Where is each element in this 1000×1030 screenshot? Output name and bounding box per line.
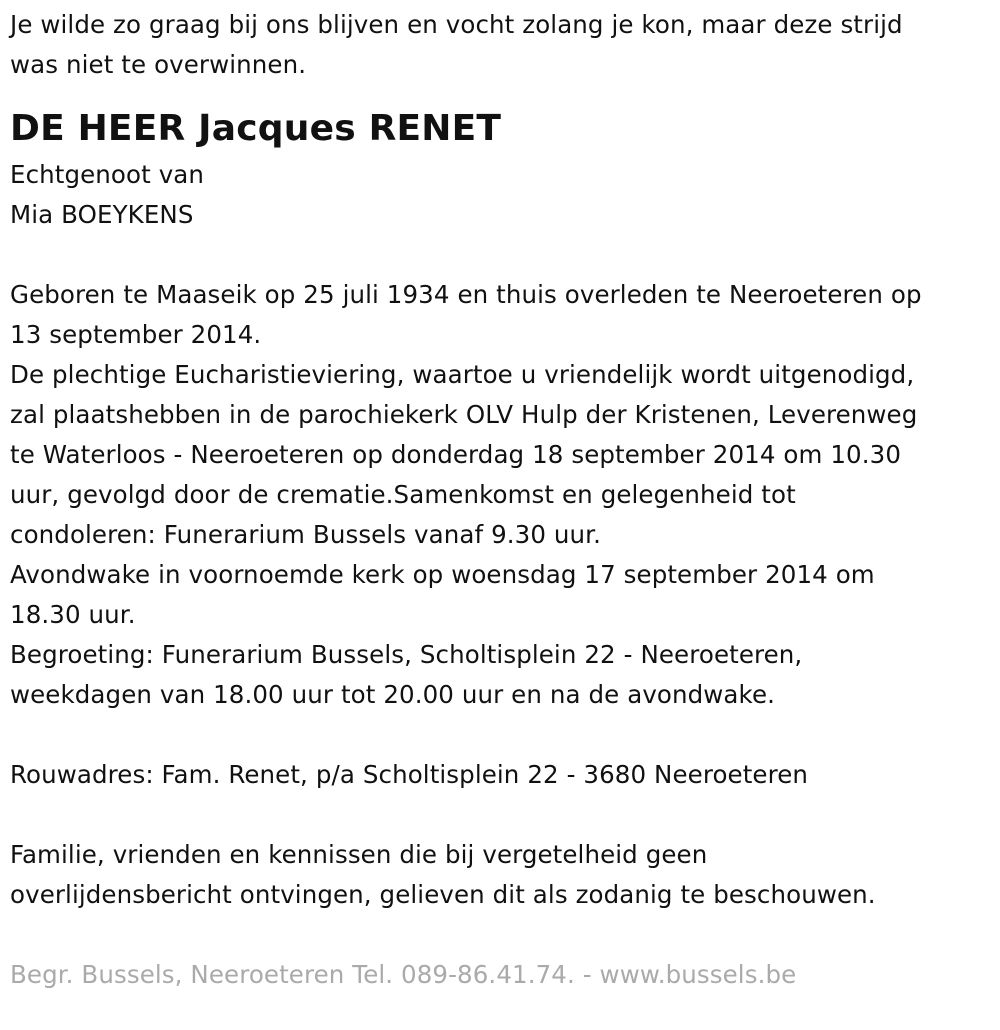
notice-line: Familie, vrienden en kennissen die bij vergetelheid geen xyxy=(10,840,708,869)
spacer xyxy=(10,915,995,955)
details-line: 13 september 2014. xyxy=(10,320,262,349)
deceased-name: DE HEER Jacques RENET xyxy=(10,108,502,149)
spacer xyxy=(10,795,995,835)
details-line: zal plaatshebben in de parochiekerk OLV Hulp der Kristenen, Leverenweg xyxy=(10,400,918,429)
obituary-notice xyxy=(10,0,995,995)
spouse-label: Echtgenoot van xyxy=(10,160,205,189)
notice-line: overlijdensbericht ontvingen, gelieven dit als zodanig te beschouwen. xyxy=(10,880,876,909)
details-line: De plechtige Eucharistieviering, waartoe u vriendelijk wordt uitgenodigd, xyxy=(10,360,915,389)
intro-line-2: was niet te overwinnen. xyxy=(10,50,307,79)
details-line: 18.30 uur. xyxy=(10,600,136,629)
details-line: uur, gevolgd door de crematie.Samenkomst en gelegenheid tot xyxy=(10,480,796,509)
spouse-name: Mia BOEYKENS xyxy=(10,200,194,229)
details-line: weekdagen van 18.00 uur tot 20.00 uur en na de avondwake. xyxy=(10,680,776,709)
details-line: Avondwake in voornoemde kerk op woensdag 17 september 2014 om xyxy=(10,560,875,589)
funeral-home-footer: Begr. Bussels, Neeroeteren Tel. 089-86.41.74. - www.bussels.be xyxy=(10,960,797,989)
mourning-address: Rouwadres: Fam. Renet, p/a Scholtisplein 22 - 3680 Neeroeteren xyxy=(10,760,809,789)
details-line: Begroeting: Funerarium Bussels, Scholtisplein 22 - Neeroeteren, xyxy=(10,640,803,669)
details-line: Geboren te Maaseik op 25 juli 1934 en thuis overleden te Neeroeteren op xyxy=(10,280,922,309)
intro-line-1: Je wilde zo graag bij ons blijven en vocht zolang je kon, maar deze strijd xyxy=(10,10,903,39)
spacer xyxy=(10,715,995,755)
details-line: condoleren: Funerarium Bussels vanaf 9.30 uur. xyxy=(10,520,601,549)
spacer xyxy=(10,235,995,275)
details-line: te Waterloos - Neeroeteren op donderdag 18 september 2014 om 10.30 xyxy=(10,440,902,469)
